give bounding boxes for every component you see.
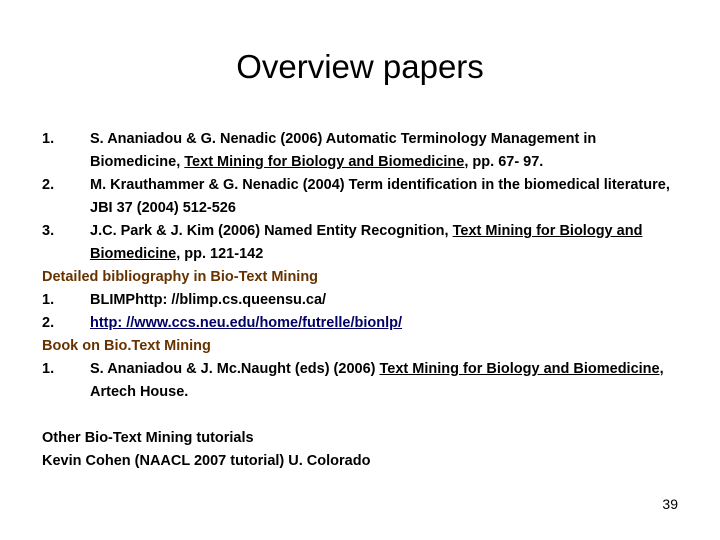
item-number: 2. xyxy=(42,315,55,331)
book-title-link[interactable]: Text Mining for Biology and Biomedicine, xyxy=(379,361,664,377)
item-number: 1. xyxy=(42,292,55,308)
item-text: J.C. Park & J. Kim (2006) Named Entity Recognition, Text Mining for Biology and Biomedicine, pp. 121-142 xyxy=(90,223,643,262)
overview-item xyxy=(42,128,682,174)
item-number: 2. xyxy=(42,177,55,193)
bibliography-heading: Detailed bibliography in Bio-Text Mining xyxy=(42,269,319,285)
book-heading: Book on Bio.Text Mining xyxy=(42,338,211,354)
book-item xyxy=(42,358,682,404)
item-text: S. Ananiadou & J. Mc.Naught (eds) (2006) Text Mining for Biology and Biomedicine, Artech House. xyxy=(90,361,664,400)
spacer xyxy=(42,404,682,427)
item-text: M. Krauthammer & G. Nenadic (2004) Term identification in the biomedical literature, JBI 37 (2004) 512-526 xyxy=(90,177,670,216)
other-tutorials-line: Other Bio-Text Mining tutorials xyxy=(42,430,254,446)
bibliography-item xyxy=(42,289,682,312)
book-title-link[interactable]: Text Mining for Biology and Biomedicine, xyxy=(90,223,643,262)
slide-title: Overview papers xyxy=(236,48,484,85)
bibliography-item xyxy=(42,312,682,335)
bionlp-url-link[interactable]: http: //www.ccs.neu.edu/home/futrelle/bionlp/ xyxy=(90,315,403,331)
slide-content xyxy=(42,128,682,473)
item-text: S. Ananiadou & G. Nenadic (2006) Automatic Terminology Management in Biomedicine, Text Mining for Biology and Biomedicine, pp. 67- 97. xyxy=(90,131,597,170)
item-number: 3. xyxy=(42,223,55,239)
page-number: 39 xyxy=(662,496,678,512)
tutorial-reference: Kevin Cohen (NAACL 2007 tutorial) U. Colorado xyxy=(42,453,371,469)
overview-item xyxy=(42,220,682,266)
item-number: 1. xyxy=(42,361,55,377)
book-title-link[interactable]: Text Mining for Biology and Biomedicine xyxy=(184,154,465,170)
item-number: 1. xyxy=(42,131,55,147)
overview-item xyxy=(42,174,682,220)
item-text: BLIMPhttp: //blimp.cs.queensu.ca/ xyxy=(90,292,327,308)
